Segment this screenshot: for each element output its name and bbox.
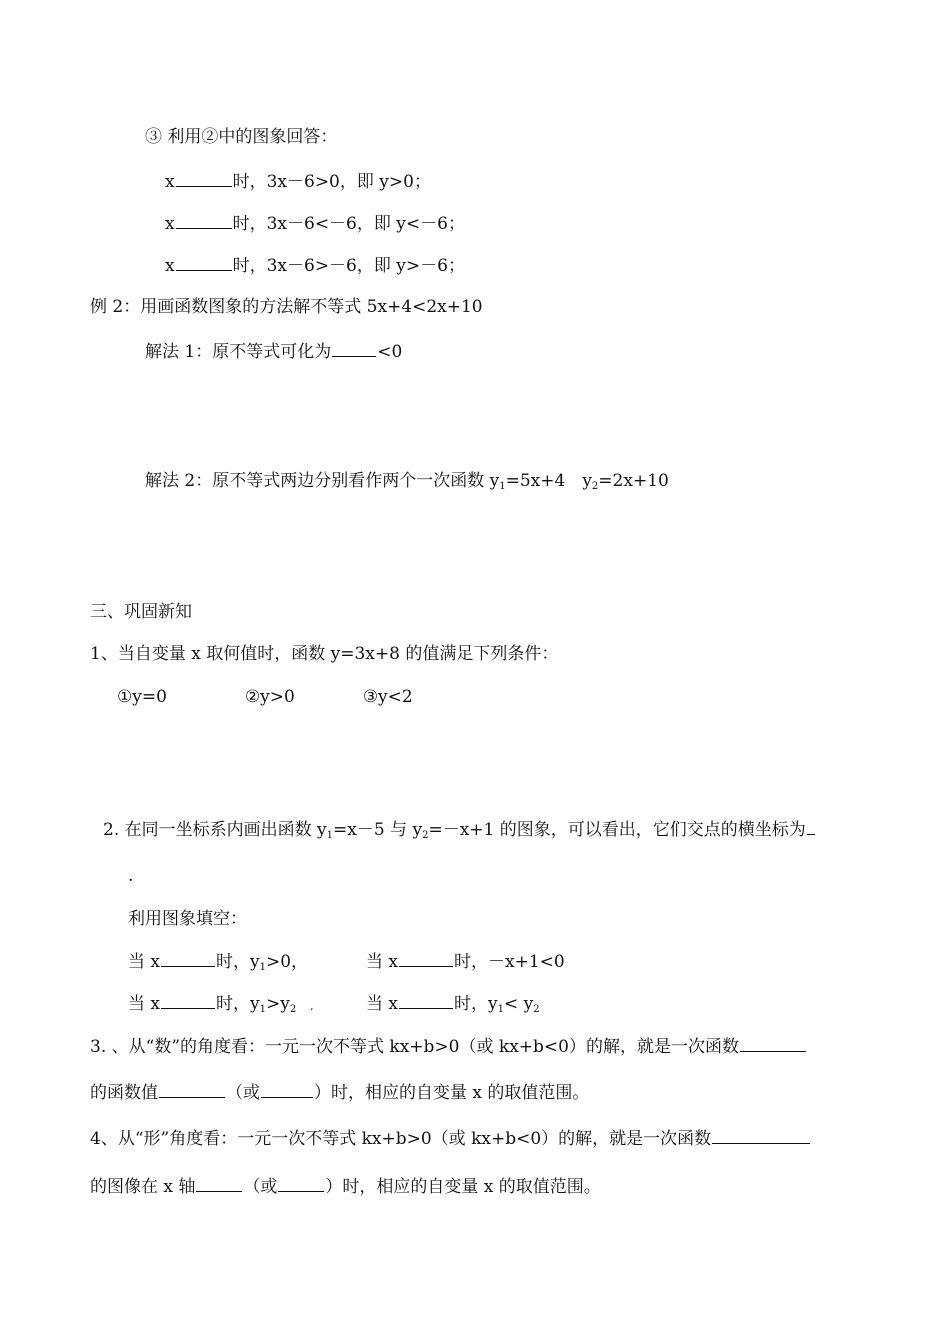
answer-blank xyxy=(161,950,215,967)
answer-blank xyxy=(159,1081,225,1098)
var-x: x xyxy=(165,256,175,276)
subscript: 2 xyxy=(533,1004,540,1015)
answer-blank xyxy=(176,212,232,229)
subscript: 2 xyxy=(591,481,599,492)
subscript: 1 xyxy=(497,1004,504,1015)
answer-blank xyxy=(399,950,453,967)
q1-option-2: ②y>0 xyxy=(244,687,295,707)
q2-row-1-a xyxy=(128,950,308,973)
q2-row-1-b xyxy=(366,950,565,973)
when-x: 当 x xyxy=(366,994,398,1014)
answer-blank xyxy=(712,1127,810,1144)
q4-text-d: ）时，相应的自变量 x 的取值范围。 xyxy=(325,1177,601,1197)
q2-text-c: =－x+1 的图象，可以看出，它们交点的横坐标为 xyxy=(428,820,806,840)
q2-row-2-a xyxy=(128,992,313,1018)
stray-comma: , xyxy=(310,1001,314,1012)
method2-mid: =5x+4 y xyxy=(505,471,592,491)
cond-text: 时，－x+1<0 xyxy=(454,952,565,972)
question-3-line-1 xyxy=(90,1035,807,1058)
cond-text: < y xyxy=(503,994,534,1014)
method2-end: =2x+10 xyxy=(598,471,669,491)
cond-text: 时，y xyxy=(454,994,498,1014)
example2-title: 例 2：用画函数图象的方法解不等式 5x+4<2x+10 xyxy=(90,297,483,317)
q3-text-d: ）时，相应的自变量 x 的取值范围。 xyxy=(314,1083,590,1103)
q1-option-3: ③y<2 xyxy=(362,687,413,707)
method1-tail: <0 xyxy=(377,342,403,362)
answer-blank xyxy=(332,340,376,357)
q1-options xyxy=(117,686,413,708)
var-x: x xyxy=(165,172,175,192)
q2-fill-instruction: 利用图象填空： xyxy=(128,909,247,929)
part3-line-3 xyxy=(165,254,465,277)
subscript: 2 xyxy=(289,1004,297,1015)
q2-text-a: 2. 在同一坐标系内画出函数 y xyxy=(103,820,327,840)
q4-text-c: （或 xyxy=(243,1177,278,1197)
answer-blank xyxy=(176,254,232,271)
answer-blank xyxy=(807,818,815,835)
example2-method1 xyxy=(145,340,402,363)
q3-text-a: 3. 、从“数”的角度看：一元一次不等式 kx+b>0（或 kx+b<0）的解，就是一次函数 xyxy=(90,1037,739,1057)
question-4-line-1 xyxy=(90,1127,811,1150)
part3-intro: ③ 利用②中的图象回答： xyxy=(145,127,338,147)
q3-text-b: 的函数值 xyxy=(90,1083,158,1103)
example2-method2 xyxy=(145,470,669,492)
part3-line-2 xyxy=(165,212,465,235)
part3-line-1 xyxy=(165,170,431,193)
when-x: 当 x xyxy=(366,952,398,972)
q1-option-1: ①y=0 xyxy=(117,687,167,707)
subscript: 1 xyxy=(326,830,334,841)
var-x: x xyxy=(165,214,175,234)
condition-text: 时，3x－6<－6，即 y<－6； xyxy=(232,214,465,234)
q2-period: . xyxy=(128,866,134,886)
cond-text: 时，y xyxy=(216,994,260,1014)
q3-text-c: （或 xyxy=(226,1083,260,1103)
question-4-line-2 xyxy=(90,1175,601,1198)
method2-label: 解法 2：原不等式两边分别看作两个一次函数 y xyxy=(145,471,500,491)
subscript: 2 xyxy=(422,830,429,841)
cond-text: 时，y xyxy=(216,952,260,972)
question-3-line-2 xyxy=(90,1081,589,1104)
answer-blank xyxy=(161,992,215,1009)
cond-text: >y xyxy=(265,994,290,1014)
subscript: 1 xyxy=(259,962,266,973)
section3-heading: 三、巩固新知 xyxy=(90,602,192,622)
answer-blank xyxy=(176,170,232,187)
answer-blank xyxy=(261,1081,313,1098)
subscript: 1 xyxy=(259,1004,266,1015)
when-x: 当 x xyxy=(128,952,160,972)
q2-text-b: =x－5 与 y xyxy=(333,820,423,840)
answer-blank xyxy=(740,1035,806,1052)
q4-text-a: 4、从“形”角度看：一元一次不等式 kx+b>0（或 kx+b<0）的解，就是一次函数 xyxy=(90,1129,712,1149)
condition-text: 时，3x－6>0，即 y>0； xyxy=(232,172,431,192)
subscript: 1 xyxy=(499,481,506,492)
answer-blank xyxy=(278,1175,324,1192)
question-1: 1、当自变量 x 取何值时，函数 y=3x+8 的值满足下列条件： xyxy=(90,644,559,664)
answer-blank xyxy=(196,1175,242,1192)
question-2 xyxy=(103,818,816,841)
q4-text-b: 的图像在 x 轴 xyxy=(90,1177,196,1197)
q2-row-2-b xyxy=(366,992,540,1015)
when-x: 当 x xyxy=(128,994,160,1014)
answer-blank xyxy=(399,992,453,1009)
condition-text: 时，3x－6>－6，即 y>－6； xyxy=(232,256,465,276)
method1-label: 解法 1：原不等式可化为 xyxy=(145,342,332,362)
cond-text: >0， xyxy=(265,952,309,972)
